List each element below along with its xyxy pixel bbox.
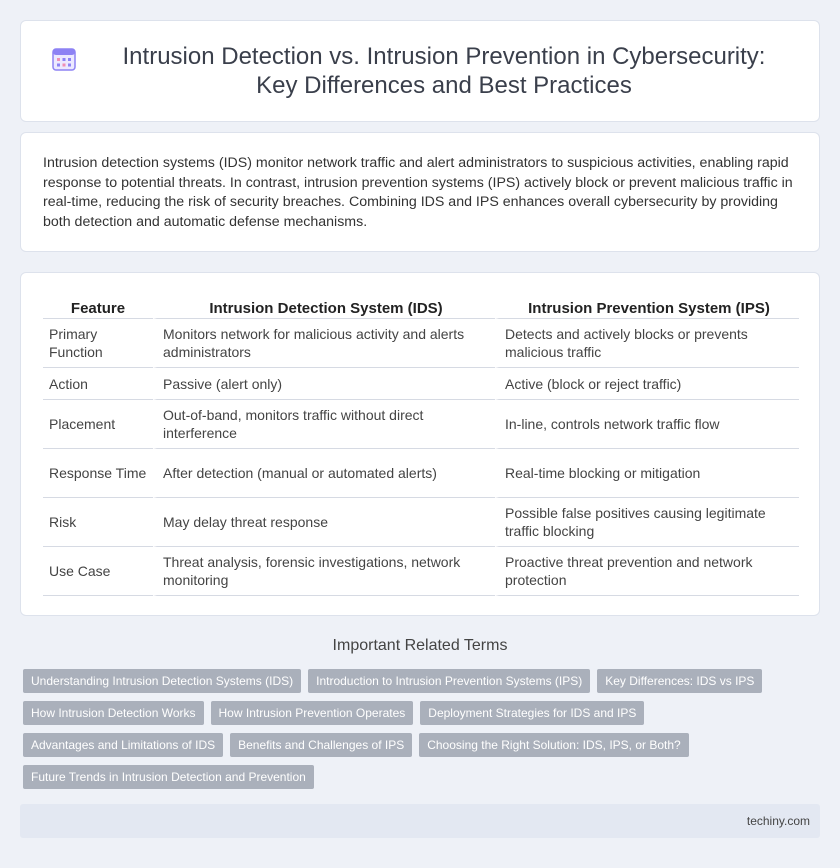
footer-site-link[interactable]: techiny.com (746, 814, 810, 828)
related-term-tag[interactable]: Key Differences: IDS vs IPS (597, 669, 762, 693)
header-ips: Intrusion Prevention System (IPS) (495, 295, 799, 319)
related-term-tag[interactable]: Benefits and Challenges of IPS (230, 733, 412, 757)
cell-ips: Real-time blocking or mitigation (495, 449, 799, 498)
cell-ids: Passive (alert only) (153, 368, 495, 400)
header-feature: Feature (43, 295, 153, 319)
intro-card (20, 132, 820, 252)
page-title: Intrusion Detection vs. Intrusion Prevention in Cybersecurity: Key Differences and Best Practices (122, 43, 766, 99)
related-term-tag[interactable]: How Intrusion Detection Works (23, 701, 204, 725)
table-header-row (43, 295, 799, 319)
calendar-icon (51, 46, 77, 72)
table-row (43, 400, 799, 449)
comparison-card (20, 272, 820, 616)
intro-paragraph: Intrusion detection systems (IDS) monitor network traffic and alert administrators to suspicious activities, enabling rapid response to potential threats. In contrast, intrusion prevention systems (IPS) actively block or prevent malicious traffic in real-time, reducing the risk of security breaches. Combining IDS and IPS enhances overall cybersecurity by providing both detection and automatic defense mechanisms. (43, 155, 793, 230)
related-term-tag[interactable]: How Intrusion Prevention Operates (211, 701, 414, 725)
related-terms-tags (23, 669, 803, 797)
cell-ids: Monitors network for malicious activity and alerts administrators (153, 319, 495, 368)
cell-feature: Action (43, 368, 153, 400)
cell-ips: In-line, controls network traffic flow (495, 400, 799, 449)
related-term-tag[interactable]: Future Trends in Intrusion Detection and Prevention (23, 765, 314, 789)
related-term-tag[interactable]: Deployment Strategies for IDS and IPS (420, 701, 644, 725)
related-term-tag[interactable]: Advantages and Limitations of IDS (23, 733, 223, 757)
cell-ips: Detects and actively blocks or prevents malicious traffic (495, 319, 799, 368)
cell-feature: Use Case (43, 547, 153, 596)
cell-ids: Out-of-band, monitors traffic without direct interference (153, 400, 495, 449)
comparison-table (43, 295, 799, 596)
cell-ips: Active (block or reject traffic) (495, 368, 799, 400)
cell-ids: Threat analysis, forensic investigations, network monitoring (153, 547, 495, 596)
title-wrap (51, 42, 789, 100)
cell-feature: Primary Function (43, 319, 153, 368)
title-card (20, 20, 820, 122)
footer (20, 804, 820, 838)
related-term-tag[interactable]: Introduction to Intrusion Prevention Systems (IPS) (308, 669, 590, 693)
table-row (43, 449, 799, 498)
table-row (43, 319, 799, 368)
cell-feature: Risk (43, 498, 153, 547)
table-row (43, 368, 799, 400)
cell-ids: After detection (manual or automated alerts) (153, 449, 495, 498)
cell-ips: Proactive threat prevention and network protection (495, 547, 799, 596)
related-term-tag[interactable]: Choosing the Right Solution: IDS, IPS, or Both? (419, 733, 688, 757)
cell-feature: Response Time (43, 449, 153, 498)
related-term-tag[interactable]: Understanding Intrusion Detection Systems (IDS) (23, 669, 301, 693)
table-row (43, 547, 799, 596)
related-terms-heading: Important Related Terms (332, 637, 508, 654)
header-ids: Intrusion Detection System (IDS) (153, 295, 495, 319)
cell-feature: Placement (43, 400, 153, 449)
table-row (43, 498, 799, 547)
cell-ids: May delay threat response (153, 498, 495, 547)
cell-ips: Possible false positives causing legitimate traffic blocking (495, 498, 799, 547)
